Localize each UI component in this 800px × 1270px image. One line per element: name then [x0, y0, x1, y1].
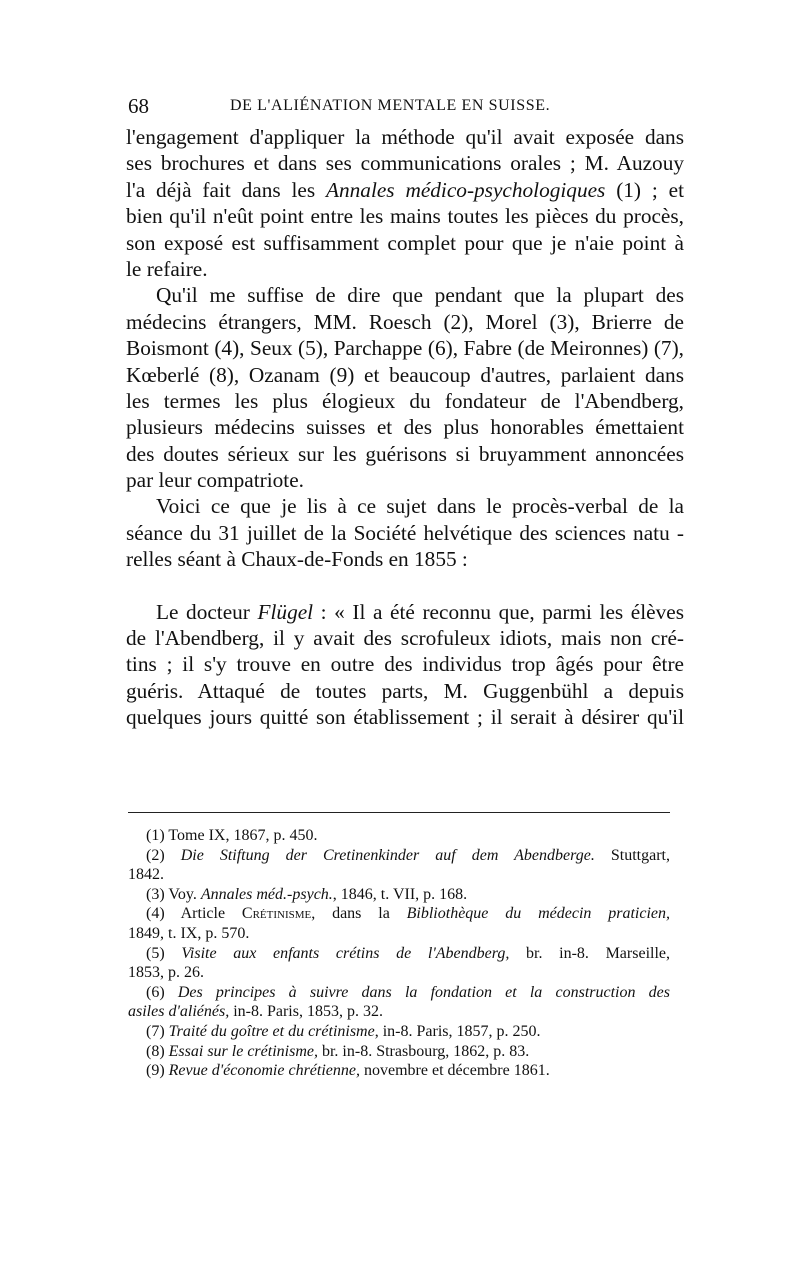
text-span: l'a déjà fait dans les [126, 177, 326, 202]
text-line: de l'Abendberg, il y avait des scrofuleux idiots, mais non cré- [126, 626, 684, 651]
footnote-number: (3) [146, 885, 165, 903]
page-number: 68 [128, 94, 149, 118]
footnote-4 [128, 904, 670, 924]
footnote-text: in-8. Paris, 1853, p. 32. [229, 1003, 383, 1021]
footnote-6-continuation [128, 1002, 670, 1022]
footnotes [128, 826, 670, 1081]
footnote-8 [128, 1042, 670, 1062]
text-span: (1) ; et [605, 177, 684, 202]
footnote-title: Essai sur le crétinisme, [168, 1042, 318, 1060]
footnote-4-continuation: 1849, t. IX, p. 570. [128, 924, 250, 942]
footnote-number: (7) [146, 1022, 165, 1040]
text-line: Kœberlé (8), Ozanam (9) et beaucoup d'autres, parlaient dans [126, 362, 684, 387]
footnote-text: Article [180, 905, 242, 923]
paragraph-gap [126, 573, 684, 599]
running-title: DE L'ALIÉNATION MENTALE EN SUISSE. [230, 97, 551, 114]
text-line: Boismont (4), Seux (5), Parchappe (6), Fabre (de Meironnes) (7), [126, 336, 684, 361]
text-line: séance du 31 juillet de la Société helvétique des sciences natu - [126, 520, 684, 545]
text-line: plusieurs médecins suisses et des plus honorables émettaient [126, 415, 684, 440]
footnote-title: asiles d'aliénés, [128, 1003, 230, 1021]
footnote-1 [128, 826, 670, 846]
footnote-title: Visite aux enfants crétins de l'Abendberg, [181, 944, 510, 962]
footnote-number: (6) [146, 983, 165, 1001]
text-line: des doutes sérieux sur les guérisons si bruyamment annoncées [126, 441, 684, 466]
footnote-number: (5) [146, 944, 165, 962]
text-line: bien qu'il n'eût point entre les mains toutes les pièces du procès, [126, 204, 684, 229]
footnote-2 [128, 846, 670, 866]
footnote-title: Traité du goître et du crétinisme [168, 1022, 375, 1040]
text-span: : « Il a été reconnu que, parmi les élèves [313, 599, 684, 624]
footnote-3 [128, 885, 670, 905]
footnote-9 [128, 1061, 670, 1081]
text-line: par leur compatriote. [126, 468, 304, 493]
footnote-text: br. in-8. Marseille, [509, 944, 671, 962]
text-line: l'engagement d'appliquer la méthode qu'il avait exposée dans [126, 125, 684, 149]
footnote-divider [128, 812, 670, 813]
footnote-text: Tome IX, 1867, p. 450. [168, 827, 318, 844]
footnote-2-continuation: 1842. [128, 866, 164, 884]
footnote-text: Voy. [168, 885, 201, 903]
text-span: Le docteur [156, 599, 258, 624]
text-line: son exposé est suffisamment complet pour que je n'aie point à [126, 230, 684, 255]
footnote-7 [128, 1022, 670, 1042]
footnote-text: , dans la [311, 905, 407, 923]
text-line: Voici ce que je lis à ce sujet dans le procès-verbal de la [156, 494, 684, 519]
text-line: Qu'il me suffise de dire que pendant que la plupart des [156, 283, 684, 308]
footnote-text: novembre et décembre 1861. [359, 1062, 550, 1080]
footnote-title: Des principes à suivre dans la fondation et la construction des [177, 983, 671, 1001]
footnote-number: (8) [146, 1042, 165, 1060]
footnote-text: br. in-8. Strasbourg, 1862, p. 83. [317, 1042, 530, 1060]
text-line [126, 177, 684, 203]
text-line: relles séant à Chaux-de-Fonds en 1855 : [126, 547, 468, 572]
running-header [128, 94, 684, 116]
text-line: quelques jours quitté son établissement ; il serait à désirer qu'il [126, 705, 684, 730]
footnote-number: (9) [146, 1062, 165, 1080]
text-line: médecins étrangers, MM. Roesch (2), Morel (3), Brierre de [126, 309, 684, 334]
text-line: ses brochures et dans ses communications orales ; M. Auzouy [126, 151, 684, 176]
footnote-title: Annales méd.-psych. [200, 885, 333, 903]
footnote-number: (4) [146, 905, 165, 923]
text-line [126, 599, 684, 625]
footnote-5 [128, 944, 670, 964]
text-line: le refaire. [126, 256, 208, 281]
footnote-smallcaps: Crétinisme [241, 905, 312, 923]
footnote-5-continuation: 1853, p. 26. [128, 964, 204, 982]
footnote-text: , 1846, t. VII, p. 168. [332, 885, 468, 903]
text-line: tins ; il s'y trouve en outre des individus trop âgés pour être [126, 652, 684, 677]
footnote-number: (1) [146, 827, 165, 844]
footnote-title: Bibliothèque du médecin praticien, [406, 905, 670, 923]
footnote-title: Revue d'économie chrétienne, [168, 1062, 360, 1080]
footnote-title: Die Stiftung der Cretinenkinder auf dem Abendberge. [180, 846, 595, 864]
body-text [126, 124, 684, 731]
footnote-text: Stuttgart, [610, 846, 670, 864]
footnote-6 [128, 983, 670, 1003]
text-line: guéris. Attaqué de toutes parts, M. Guggenbühl a depuis [126, 678, 684, 703]
text-line: les termes les plus élogieux du fondateur de l'Abendberg, [126, 388, 684, 413]
journal-title: Annales médico-psychologiques [325, 177, 606, 202]
footnote-text: , in-8. Paris, 1857, p. 250. [374, 1022, 541, 1040]
footnote-number: (2) [146, 846, 165, 864]
speaker-name: Flügel [257, 599, 314, 624]
